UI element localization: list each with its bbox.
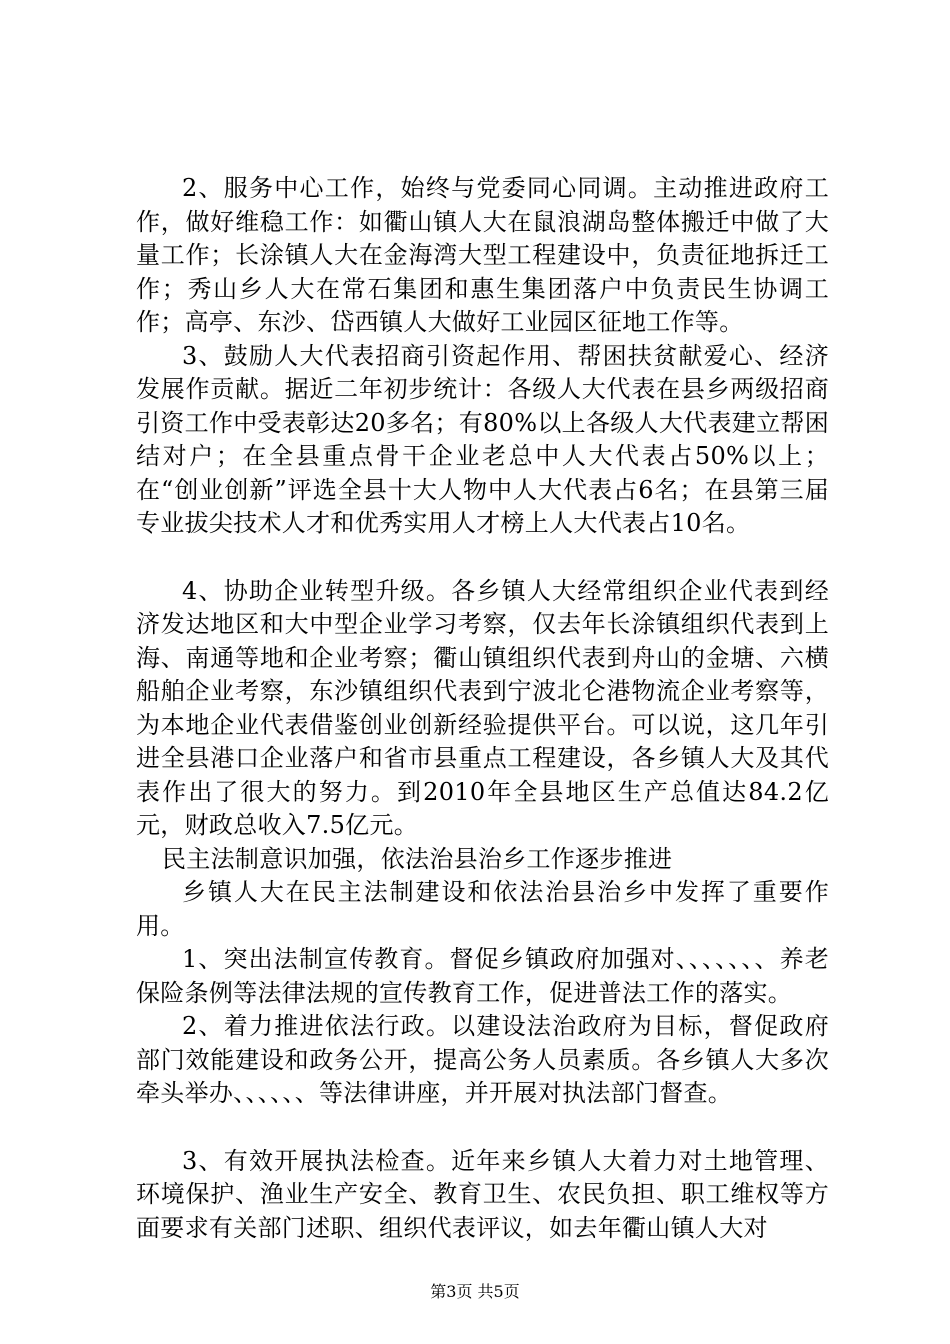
paragraph-gap: [136, 541, 829, 575]
paragraph-service-center: 2、服务中心工作，始终与党委同心同调。主动推进政府工作，做好维稳工作：如衢山镇人大在鼠浪湖岛整体搬迁中做了大量工作；长涂镇人大在金海湾大型工程建设中，负责征地拆迁工作；秀山乡人大在常石集团和惠生集团落户中负责民生协调工作；高亭、东沙、岱西镇人大做好工业园区征地工作等。: [136, 174, 829, 336]
paragraph-enterprise-upgrade: 4、协助企业转型升级。各乡镇人大经常组织企业代表到经济发达地区和大中型企业学习考察，仅去年长涂镇组织代表到上海、南通等地和企业考察；衢山镇组织代表到舟山的金塘、六横船舶企业考察，东沙镇组织代表到宁波北仑港物流企业考察等，为本地企业代表借鉴创业创新经验提供平台。可以说，这几年引进全县港口企业落户和省市县重点工程建设，各乡镇人大及其代表作出了很大的努力。到2010年全县地区生产总值达84.2亿元，财政总收入7.5亿元。: [136, 576, 829, 839]
paragraph-legal-education: 1、突出法制宣传教育。督促乡镇政府加强对、、、、、、、养老保险条例等法律法规的宣传教育工作，促进普法工作的落实。: [136, 945, 829, 1007]
paragraph-law-enforcement-inspection: 3、有效开展执法检查。近年来乡镇人大着力对土地管理、环境保护、渔业生产安全、教育卫生、农民负担、职工维权等方面要求有关部门述职、组织代表评议，如去年衢山镇人大对: [136, 1146, 829, 1242]
document-body: [136, 172, 829, 1245]
paragraph-section-intro: 乡镇人大在民主法制建设和依法治县治乡中发挥了重要作用。: [136, 878, 829, 940]
paragraph-investment: 3、鼓励人大代表招商引资起作用、帮困扶贫献爱心、经济发展作贡献。据近二年初步统计：各级人大代表在县乡两级招商引资工作中受表彰达20多名；有80%以上各级人大代表建立帮困结对户；在全县重点骨干企业老总中人大代表占50%以上；在“创业创新”评选全县十大人物中人大代表占6名；在县第三届专业拔尖技术人才和优秀实用人才榜上人大代表占10名。: [136, 341, 829, 537]
section-heading-rule-of-law: 民主法制意识加强，依法治县治乡工作逐步推进: [162, 844, 673, 873]
paragraph-administration-by-law: 2、着力推进依法行政。以建设法治政府为目标，督促政府部门效能建设和政务公开，提高公务人员素质。各乡镇人大多次牵头举办、、、、、、等法律讲座，并开展对执法部门督查。: [136, 1012, 829, 1107]
page-number-footer: 第3页 共5页: [430, 1282, 520, 1301]
paragraph-gap: [136, 1111, 829, 1145]
